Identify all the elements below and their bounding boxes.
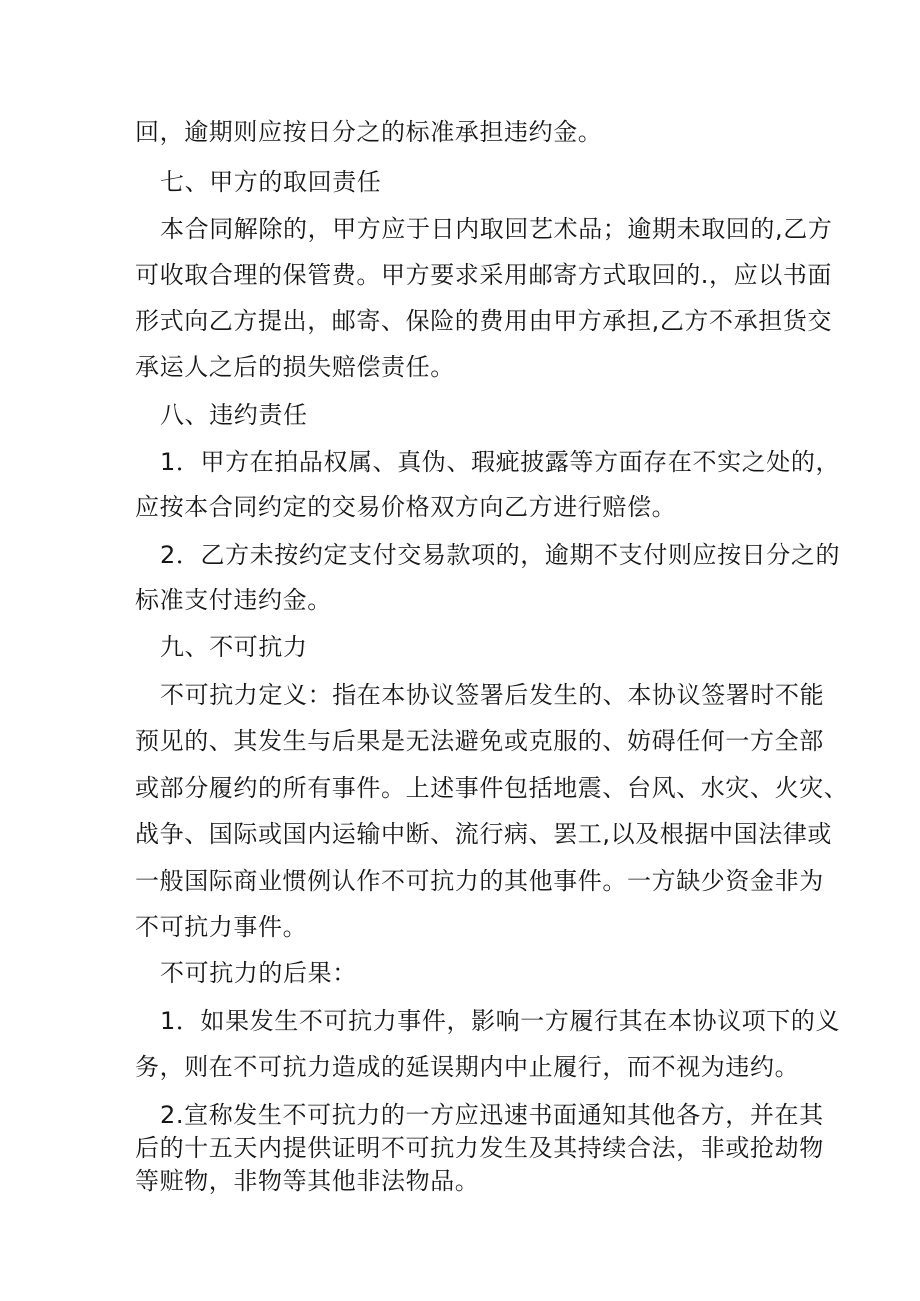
text-line: 标准支付违约金。 xyxy=(135,586,332,614)
text-line: 预见的、其发生与后果是无法避免或克服的、妨碍任何一方全部 xyxy=(135,727,824,755)
section-heading: 七、甲方的取回责任 xyxy=(160,168,382,196)
text-line: 务，则在不可抗力造成的延误期内中止履行，而不视为违约。 xyxy=(135,1053,800,1081)
text-line: 2．乙方未按约定支付交易款项的，逾期不支付则应按日分之的 xyxy=(160,541,841,569)
text-line: 1．如果发生不可抗力事件，影响一方履行其在本协议项下的义 xyxy=(160,1007,841,1035)
text-line: 本合同解除的，甲方应于日内取回艺术品；逾期未取回的,乙方 xyxy=(160,215,833,243)
text-line: 一般国际商业惯例认作不可抗力的其他事件。一方缺少资金非为 xyxy=(135,867,824,895)
text-line: 2.宣称发生不可抗力的一方应迅速书面通知其他各方，并在其 xyxy=(160,1101,824,1129)
text-line: 承运人之后的损失赔偿责任。 xyxy=(135,353,455,381)
text-line: 不可抗力事件。 xyxy=(135,913,308,941)
text-line: 等赃物，非物等其他非法物品。 xyxy=(135,1167,480,1195)
text-line: 1．甲方在拍品权属、真伪、瑕疵披露等方面存在不实之处的， xyxy=(160,448,841,476)
text-line: 或部分履约的所有事件。上述事件包括地震、台风、水灾、火灾、 xyxy=(135,774,849,802)
text-line: 可收取合理的保管费。甲方要求采用邮寄方式取回的.，应以书面 xyxy=(135,261,833,289)
text-line: 形式向乙方提出，邮寄、保险的费用由甲方承担,乙方不承担货交 xyxy=(135,307,833,335)
text-line: 不可抗力定义：指在本协议签署后发生的、本协议签署时不能 xyxy=(160,681,825,709)
text-line: 战争、国际或国内运输中断、流行病、罢工,以及根据中国法律或 xyxy=(135,820,833,848)
text-line: 后的十五天内提供证明不可抗力发生及其持续合法，非或抢劫物 xyxy=(135,1134,824,1162)
text-line: 回，逾期则应按日分之的标准承担违约金。 xyxy=(135,118,603,146)
text-line: 不可抗力的后果： xyxy=(160,959,357,987)
section-heading: 九、不可抗力 xyxy=(160,633,308,661)
section-heading: 八、违约责任 xyxy=(160,401,308,429)
text-line: 应按本合同约定的交易价格双方向乙方进行赔偿。 xyxy=(135,493,677,521)
